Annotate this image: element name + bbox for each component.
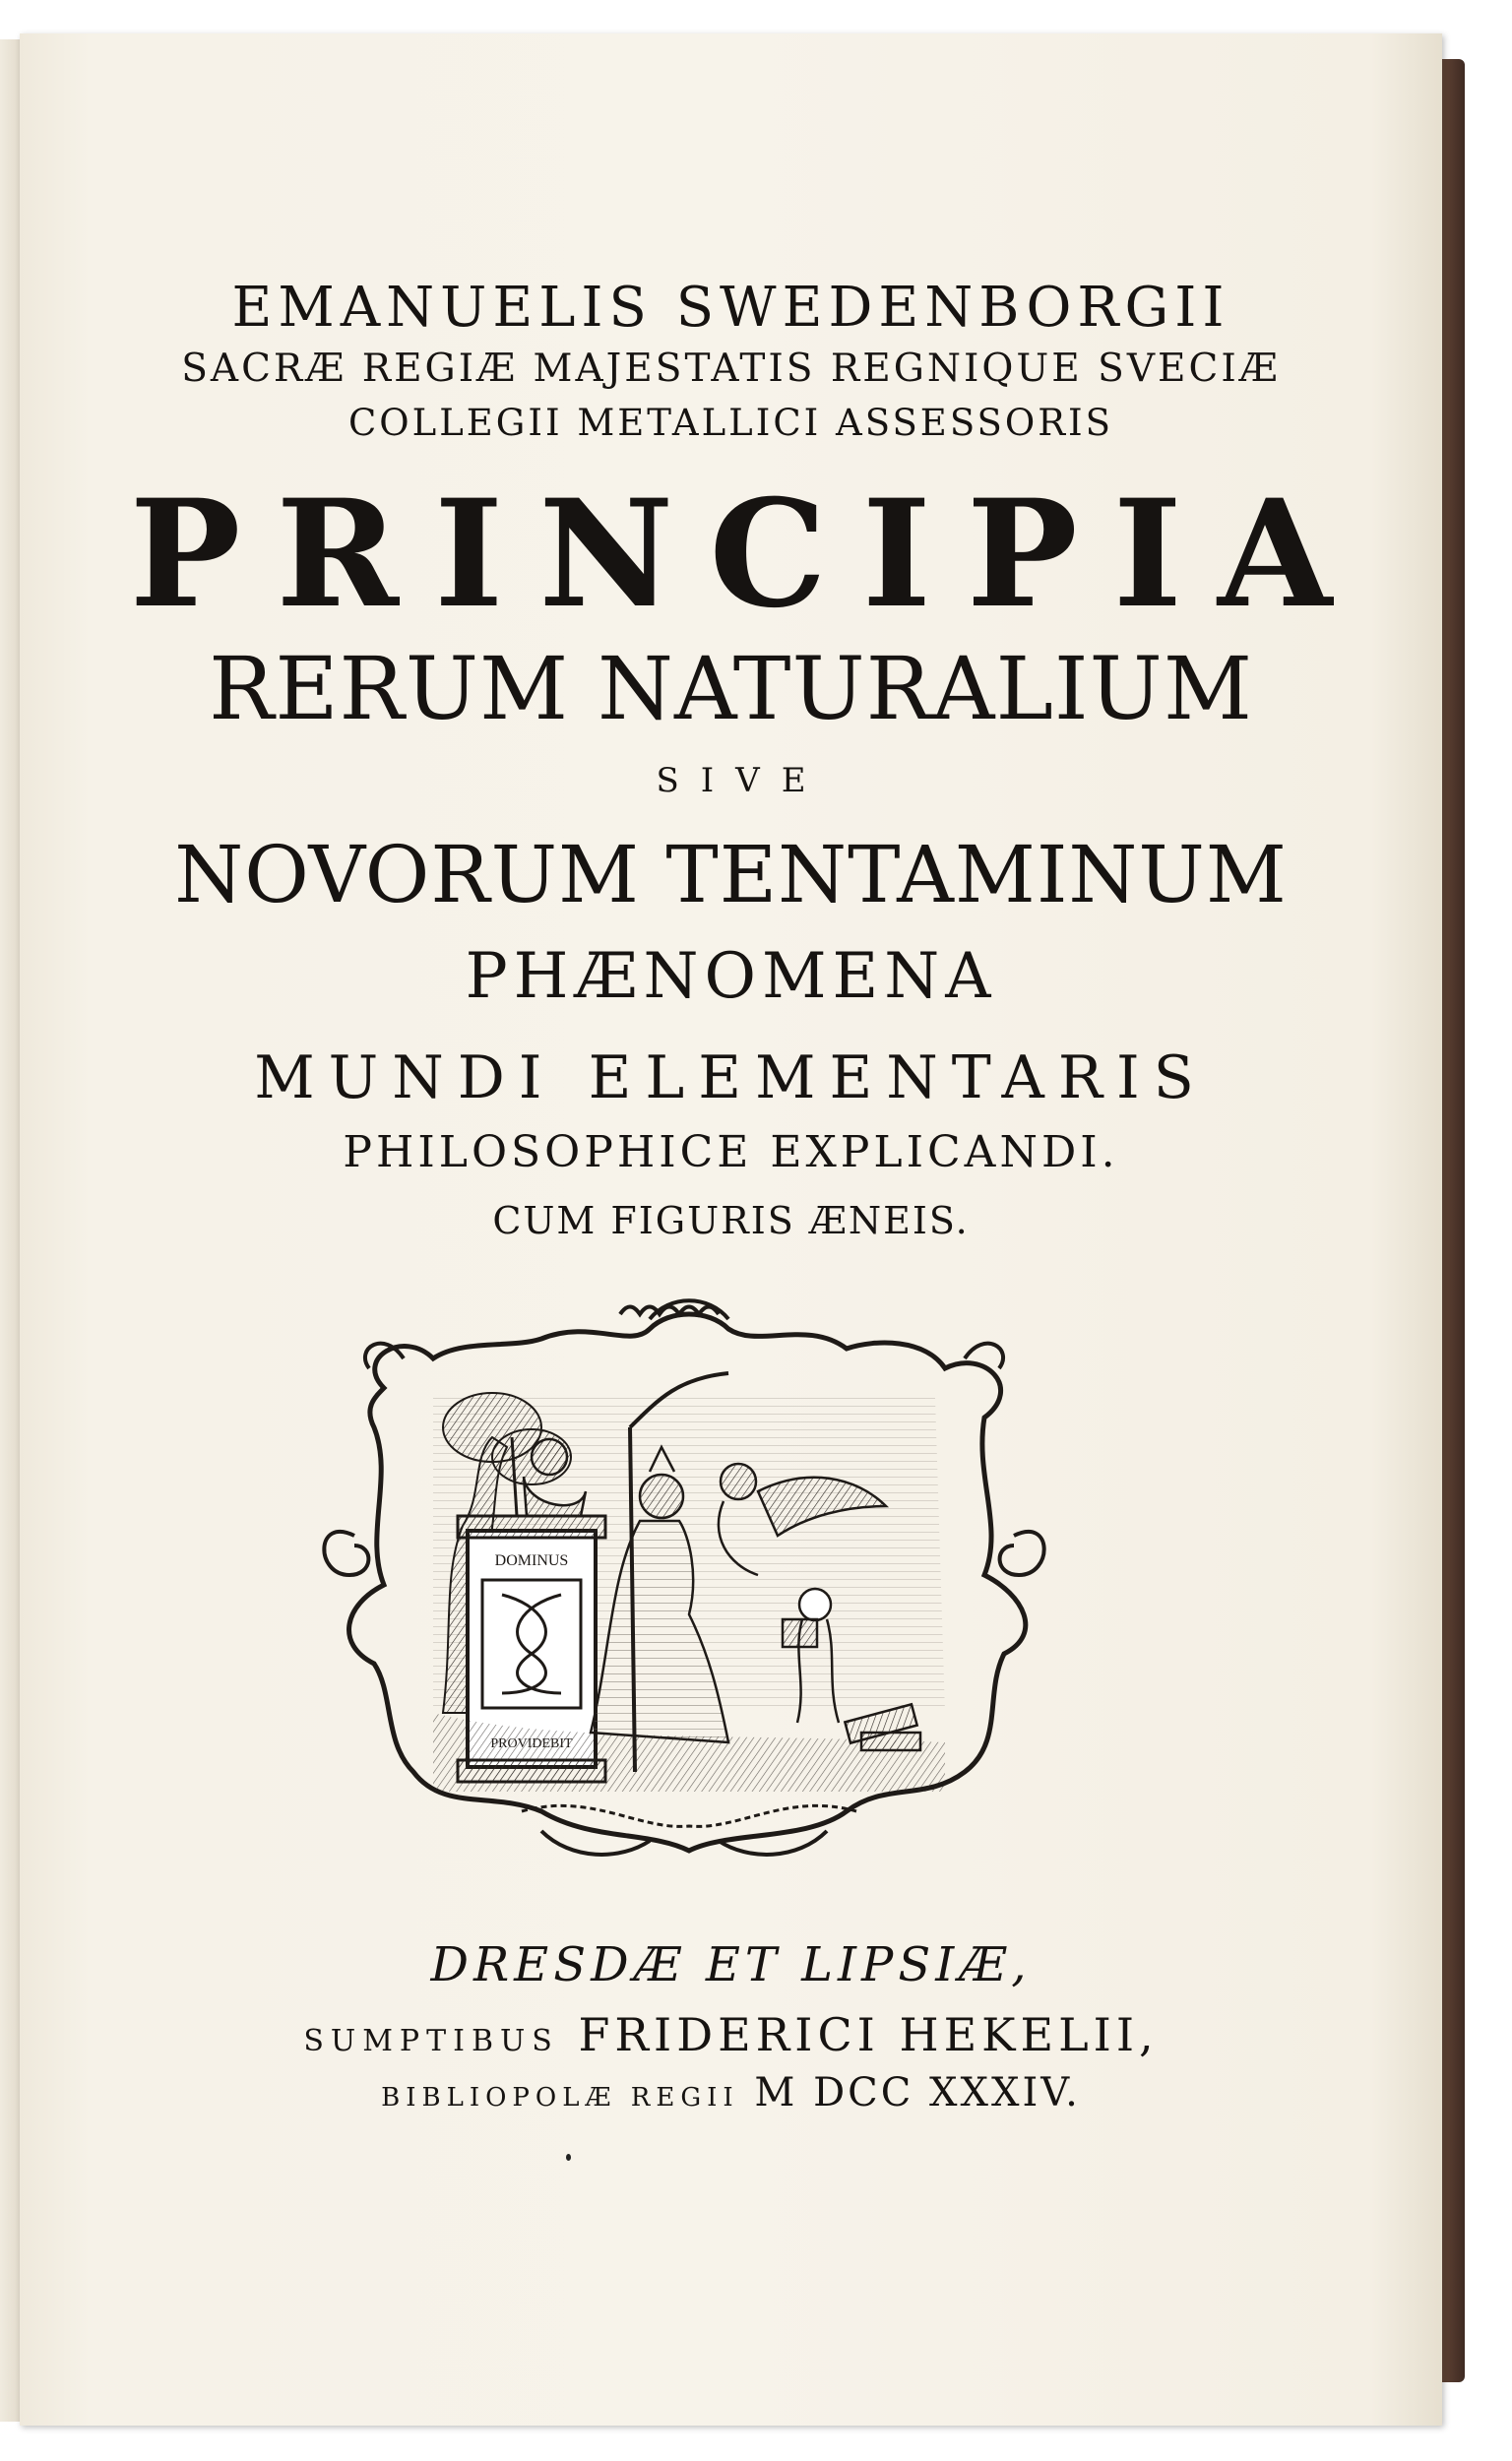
subtitle-mundi: MUNDI ELEMENTARIS	[254, 1043, 1208, 1112]
subtitle-novorum: NOVORUM TENTAMINUM	[174, 829, 1288, 920]
engraved-vignette	[295, 1280, 1073, 1870]
imprint-place: DRESDÆ ET LIPSIÆ,	[430, 1937, 1032, 1992]
figures-note: CUM FIGURIS ÆNEIS.	[492, 1199, 970, 1242]
subtitle-philosophice: PHILOSOPHICE EXPLICANDI.	[343, 1127, 1119, 1177]
imprint-publisher: FRIDERICI HEKELII,	[578, 2008, 1159, 2061]
subtitle-phaenomena: PHÆNOMENA	[465, 940, 997, 1013]
subtitle-connector: SIVE	[656, 761, 828, 800]
main-title: PRINCIPIA	[129, 468, 1368, 641]
plinth-inscription-top: DOMINUS	[494, 1552, 569, 1569]
page-mark	[566, 2154, 571, 2161]
subtitle-rerum: RERUM NATURALIUM	[209, 638, 1253, 739]
imprint-publisher-line	[20, 2008, 1442, 2061]
imprint-sumptibus: SUMPTIBUS	[303, 2024, 559, 2058]
imprint-date-line	[20, 2070, 1442, 2115]
author-title-line: SACRÆ REGIÆ MAJESTATIS REGNIQUE SVECIÆ	[181, 347, 1281, 391]
imprint-bibliopolae: BIBLIOPOLÆ REGII	[381, 2083, 739, 2113]
imprint-year: M DCC XXXIV.	[754, 2070, 1081, 2115]
page-edge	[0, 39, 22, 2422]
author-name: EMANUELIS SWEDENBORGII	[231, 276, 1230, 340]
author-office-line: COLLEGII METALLICI ASSESSORIS	[347, 402, 1114, 444]
